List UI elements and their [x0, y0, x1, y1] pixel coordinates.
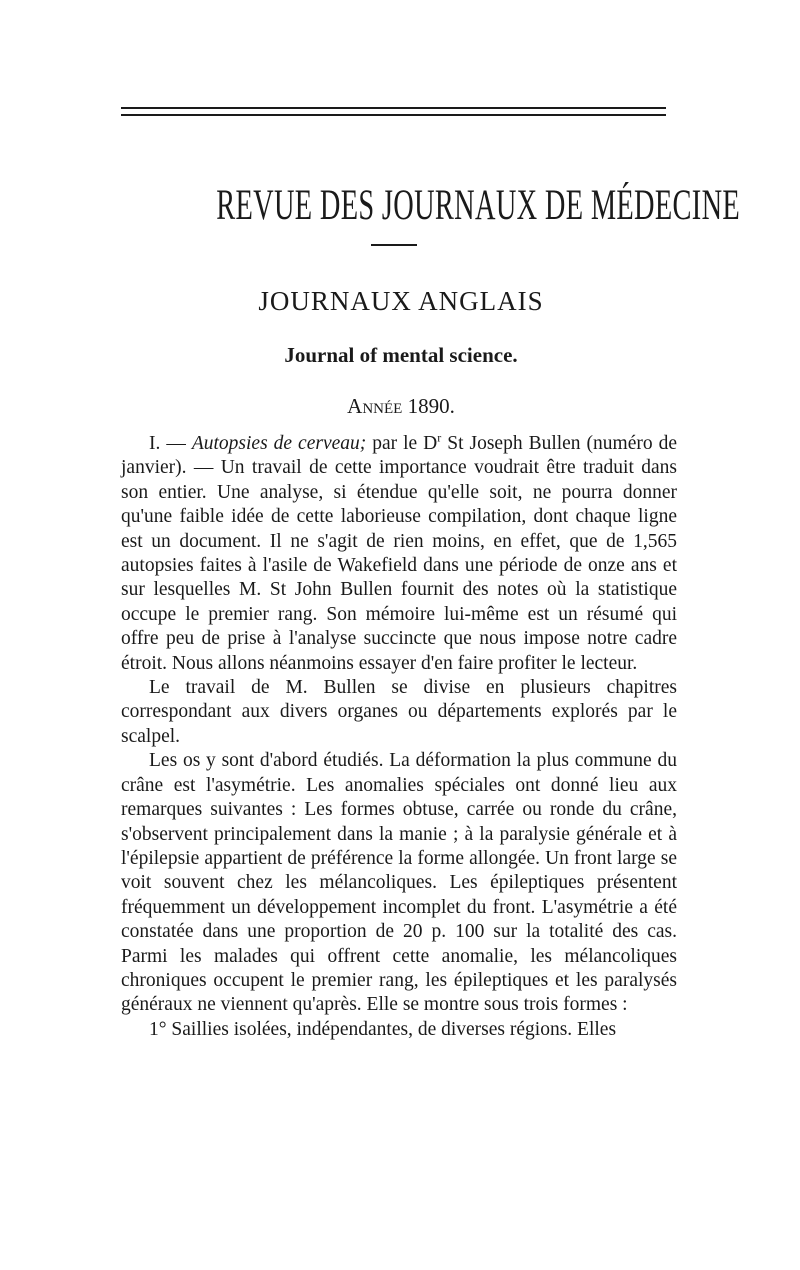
article-title: Autopsies de cerveau;	[191, 433, 367, 454]
article-number: I. —	[149, 433, 186, 454]
main-title: REVUE DES JOURNAUX DE MÉDECINE	[216, 182, 741, 229]
paragraph-3: Les os y sont d'abord étudiés. La déformation la plus commune du crâne est l'asymétrie. Les anomalies spéciales ont donné lieu aux remarques suivantes : Les formes obtuse, carrée ou ronde du crâne, s'observent principalement dans la manie ; à la paralysie générale et à l'épilepsie appartient de préférence la forme allongée. Un front large se voit souvent chez les mélancoliques. Les épileptiques présentent fréquemment un développement incomplet du front. L'asymétrie a été constatée dans une proportion de 20 p. 100 sur la totalité des cas. Parmi les malades qui offrent cette anomalie, les mélancoliques chroniques occupent le premier rang, les épileptiques et les paralysés généraux ne viennent qu'après. Elle se montre sous trois formes :	[121, 750, 677, 1016]
journal-title: Journal of mental science.	[284, 343, 518, 367]
title-separator-rule	[371, 244, 417, 246]
header-double-rule	[121, 107, 666, 116]
article-byline: par le D	[372, 433, 438, 454]
article-body	[121, 432, 677, 1042]
year-label: Année	[347, 394, 403, 418]
paragraph-1	[121, 432, 677, 676]
doctor-superscript: r	[437, 430, 442, 445]
year-value: 1890.	[407, 394, 455, 418]
section-title: JOURNAUX ANGLAIS	[258, 286, 544, 316]
paragraph-1-text: St Joseph Bullen (numéro de janvier). — Un travail de cette importance voudrait être traduit dans son entier. Une analyse, si étendue qu'elle soit, ne pourra donner qu'une faible idée de cette laborieuse compilation, dont chaque ligne est un document. Il ne s'agit de rien moins, en effet, que de 1,565 autopsies faites à l'asile de Wakefield dans une période de onze ans et sur lesquelles M. St John Bullen fournit des notes où la statistique occupe le premier rang. Son mémoire lui-même est un résumé qui offre peu de prise à l'analyse succincte que nous impose notre cadre étroit. Nous allons néanmoins essayer d'en faire profiter le lecteur.	[121, 433, 677, 674]
paragraph-2: Le travail de M. Bullen se divise en plusieurs chapitres correspondant aux divers organes ou départements explorés par le scalpel.	[121, 677, 677, 747]
year-line	[121, 391, 681, 421]
paragraph-4: 1° Saillies isolées, indépendantes, de diverses régions. Elles	[149, 1018, 617, 1040]
